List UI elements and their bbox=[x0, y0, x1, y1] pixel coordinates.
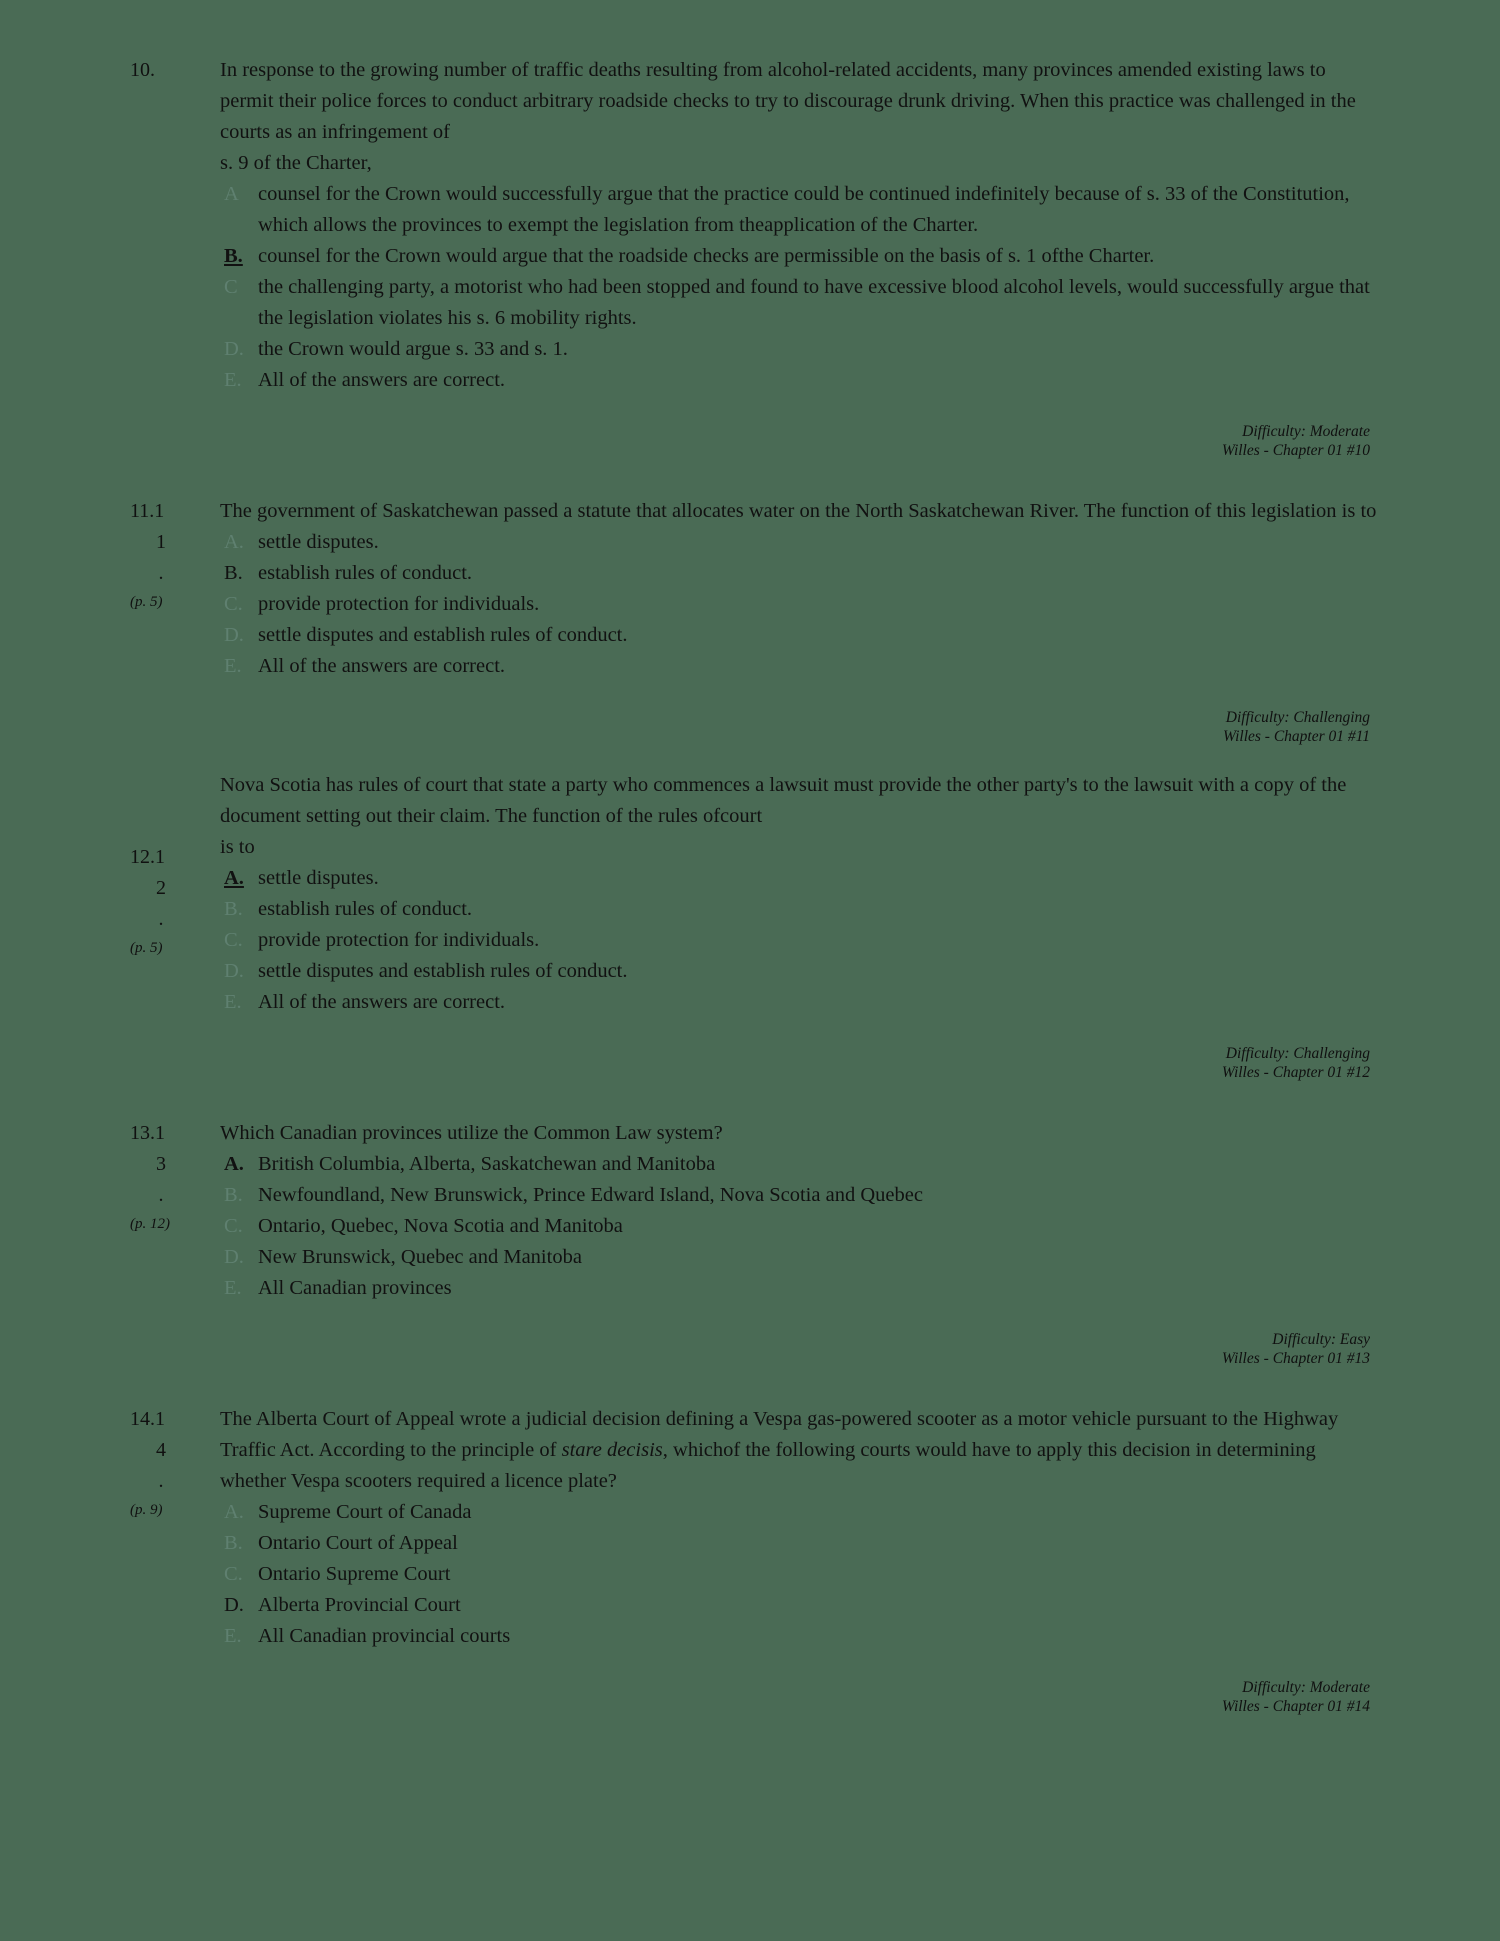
question-number-main: 13.1 bbox=[130, 1122, 165, 1144]
question-meta bbox=[130, 1330, 1370, 1368]
options-list bbox=[220, 179, 1380, 396]
option-e[interactable] bbox=[220, 987, 1380, 1018]
option-d[interactable] bbox=[220, 956, 1380, 987]
question-number-dot: . bbox=[158, 908, 164, 930]
option-c-text: provide protection for individuals. bbox=[258, 929, 540, 951]
question-body bbox=[220, 1404, 1380, 1652]
option-b[interactable] bbox=[220, 894, 1380, 925]
option-b[interactable] bbox=[220, 1180, 1380, 1211]
option-d-text: the Crown would argue s. 33 and s. 1. bbox=[258, 338, 568, 360]
source-label: Willes - Chapter 01 #11 bbox=[1223, 728, 1370, 745]
spacer bbox=[130, 468, 1380, 496]
question-stem: Nova Scotia has rules of court that state a party who commences a lawsuit must provide the other party's to the lawsuit with a copy of the document setting out their claim. The function of the rules ofcourt bbox=[220, 774, 1347, 827]
option-c[interactable] bbox=[220, 589, 1380, 620]
option-e[interactable] bbox=[220, 365, 1380, 396]
question-number-line2: 1 bbox=[156, 531, 166, 553]
question-number bbox=[130, 1118, 220, 1240]
option-c[interactable] bbox=[220, 272, 1380, 334]
source-label: Willes - Chapter 01 #14 bbox=[1221, 1698, 1370, 1715]
question-stem: In response to the growing number of traffic deaths resulting from alcohol-related accidents, many provinces amended existing laws to permit their police forces to conduct arbitrary roadside checks to try to discourage drunk driving. When this practice was challenged in the courts as an infringement of bbox=[220, 59, 1356, 143]
difficulty-label: Difficulty: Moderate bbox=[1242, 1679, 1370, 1696]
question-body bbox=[220, 55, 1380, 396]
question-stem: The government of Saskatchewan passed a statute that allocates water on the North Saskatchewan River. The function of this legislation is to bbox=[220, 500, 1377, 522]
option-b-text: counsel for the Crown would argue that the roadside checks are permissible on the basis of s. 1 ofthe Charter. bbox=[258, 245, 1155, 267]
source-label: Willes - Chapter 01 #10 bbox=[1221, 442, 1370, 459]
option-a-text: Supreme Court of Canada bbox=[258, 1501, 472, 1523]
option-d-text: settle disputes and establish rules of conduct. bbox=[258, 960, 628, 982]
page-reference: (p. 5) bbox=[130, 594, 163, 610]
option-d[interactable] bbox=[220, 1590, 1380, 1621]
option-e-label: E. bbox=[224, 1277, 242, 1299]
option-a-label: A. bbox=[224, 1501, 244, 1523]
difficulty-label: Difficulty: Challenging bbox=[1225, 709, 1370, 726]
option-b-label: B. bbox=[224, 1184, 243, 1206]
option-d[interactable] bbox=[220, 1242, 1380, 1273]
option-a[interactable] bbox=[220, 527, 1380, 558]
option-b-text: establish rules of conduct. bbox=[258, 898, 473, 920]
question-number-main: 10. bbox=[130, 59, 155, 81]
question-number-line2: 3 bbox=[156, 1153, 166, 1175]
question-meta bbox=[130, 1044, 1370, 1082]
question-stem-line2: s. 9 of the Charter, bbox=[220, 152, 372, 174]
source-label: Willes - Chapter 01 #12 bbox=[1221, 1064, 1370, 1081]
spacer bbox=[130, 1090, 1380, 1118]
options-list bbox=[220, 1149, 1380, 1304]
option-b-label: B. bbox=[224, 1532, 243, 1554]
option-a-label: A. bbox=[224, 1153, 244, 1175]
source-label: Willes - Chapter 01 #13 bbox=[1221, 1350, 1370, 1367]
option-b-label: B. bbox=[224, 898, 243, 920]
question-block bbox=[130, 55, 1380, 460]
options-list bbox=[220, 527, 1380, 682]
option-c-text: the challenging party, a motorist who had been stopped and found to have excessive blood alcohol levels, would successfully argue that the legislation violates his s. 6 mobility rights. bbox=[258, 276, 1370, 329]
question-meta bbox=[130, 422, 1370, 460]
page-reference: (p. 9) bbox=[130, 1502, 163, 1518]
question-block bbox=[130, 770, 1380, 1082]
options-list bbox=[220, 863, 1380, 1018]
option-e-text: All of the answers are correct. bbox=[258, 655, 506, 677]
option-e-label: E. bbox=[224, 1625, 242, 1647]
question-stem bbox=[220, 1404, 1380, 1497]
option-d[interactable] bbox=[220, 620, 1380, 651]
option-d-label: D. bbox=[224, 1246, 244, 1268]
question-body bbox=[220, 1118, 1380, 1304]
question-block bbox=[130, 496, 1380, 746]
option-c-text: provide protection for individuals. bbox=[258, 593, 540, 615]
option-d-label: D. bbox=[224, 960, 244, 982]
option-a[interactable] bbox=[220, 1149, 1380, 1180]
page-reference: (p. 5) bbox=[130, 940, 163, 956]
difficulty-label: Difficulty: Easy bbox=[1272, 1331, 1370, 1348]
option-c-text: Ontario, Quebec, Nova Scotia and Manitoba bbox=[258, 1215, 623, 1237]
option-e-text: All Canadian provinces bbox=[258, 1277, 452, 1299]
option-b-text: Ontario Court of Appeal bbox=[258, 1532, 458, 1554]
option-d-label: D. bbox=[224, 624, 244, 646]
option-c-label: C. bbox=[224, 1563, 243, 1585]
option-e-label: E. bbox=[224, 991, 242, 1013]
option-c[interactable] bbox=[220, 1559, 1380, 1590]
question-block bbox=[130, 1118, 1380, 1368]
question-number bbox=[130, 55, 220, 86]
option-d-text: New Brunswick, Quebec and Manitoba bbox=[258, 1246, 582, 1268]
option-e[interactable] bbox=[220, 1621, 1380, 1652]
option-a-text: settle disputes. bbox=[258, 531, 379, 553]
options-list bbox=[220, 1497, 1380, 1652]
option-b[interactable] bbox=[220, 558, 1380, 589]
page-reference: (p. 12) bbox=[130, 1216, 170, 1232]
question-number bbox=[130, 496, 220, 618]
question-meta bbox=[130, 1678, 1370, 1716]
difficulty-label: Difficulty: Challenging bbox=[1225, 1045, 1370, 1062]
question-body bbox=[220, 770, 1380, 1018]
option-e-text: All Canadian provincial courts bbox=[258, 1625, 511, 1647]
option-e-text: All of the answers are correct. bbox=[258, 369, 506, 391]
question-number-main: 14.1 bbox=[130, 1408, 165, 1430]
option-e[interactable] bbox=[220, 1273, 1380, 1304]
question-number-dot: . bbox=[158, 1470, 164, 1492]
question-number-main: 12.1 bbox=[130, 846, 165, 868]
question-stem-line2: is to bbox=[220, 836, 255, 858]
option-b-text: Newfoundland, New Brunswick, Prince Edward Island, Nova Scotia and Quebec bbox=[258, 1184, 923, 1206]
option-b[interactable] bbox=[220, 241, 1380, 272]
option-c-label: C. bbox=[224, 929, 243, 951]
option-d-text: settle disputes and establish rules of conduct. bbox=[258, 624, 628, 646]
option-c-label: C. bbox=[224, 593, 243, 615]
question-number bbox=[130, 842, 220, 964]
question-meta bbox=[130, 708, 1370, 746]
option-d-text: Alberta Provincial Court bbox=[258, 1594, 461, 1616]
option-b-label: B. bbox=[224, 245, 243, 267]
question-number-line2: 4 bbox=[156, 1439, 166, 1461]
option-a[interactable] bbox=[220, 179, 1380, 241]
option-e-text: All of the answers are correct. bbox=[258, 991, 506, 1013]
option-a-label: A. bbox=[224, 867, 244, 889]
option-b-label: B. bbox=[224, 562, 243, 584]
option-a-text: counsel for the Crown would successfully argue that the practice could be continued indefinitely because of s. 33 of the Constitution, which allows the provinces to exempt the legislation from theapplication of the Charter. bbox=[258, 183, 1350, 236]
option-a[interactable] bbox=[220, 1497, 1380, 1528]
option-b-text: establish rules of conduct. bbox=[258, 562, 473, 584]
difficulty-label: Difficulty: Moderate bbox=[1242, 423, 1370, 440]
option-c-text: Ontario Supreme Court bbox=[258, 1563, 451, 1585]
option-a-label: A bbox=[224, 183, 239, 205]
question-number-dot: . bbox=[158, 562, 164, 584]
spacer bbox=[130, 1376, 1380, 1404]
option-a-label: A. bbox=[224, 531, 244, 553]
stem-part-3: , whichof the following courts would have to apply this decision in determining whether Vespa scooters required a licence plate? bbox=[220, 1439, 1316, 1492]
stem-part-italic: stare decisis bbox=[561, 1439, 663, 1461]
question-stem: Which Canadian provinces utilize the Common Law system? bbox=[220, 1122, 723, 1144]
option-d-label: D. bbox=[224, 338, 244, 360]
stem-part-1: The Alberta Court of Appeal wrote a judicial decision defining a Vespa gas-powered scooter as a motor vehicle pursuant to the Highway Traffic Act. According to the principle of bbox=[220, 1408, 1339, 1461]
document-content bbox=[130, 55, 1380, 1724]
option-d[interactable] bbox=[220, 334, 1380, 365]
option-a[interactable] bbox=[220, 863, 1380, 894]
option-c[interactable] bbox=[220, 1211, 1380, 1242]
question-number bbox=[130, 1404, 220, 1526]
question-number-main: 11.1 bbox=[130, 500, 165, 522]
option-b[interactable] bbox=[220, 1528, 1380, 1559]
option-e[interactable] bbox=[220, 651, 1380, 682]
option-c[interactable] bbox=[220, 925, 1380, 956]
option-a-text: British Columbia, Alberta, Saskatchewan and Manitoba bbox=[258, 1153, 716, 1175]
option-d-label: D. bbox=[224, 1594, 244, 1616]
spacer bbox=[130, 754, 1380, 770]
question-body bbox=[220, 496, 1380, 682]
option-e-label: E. bbox=[224, 655, 242, 677]
option-e-label: E. bbox=[224, 369, 242, 391]
question-number-line2: 2 bbox=[156, 877, 166, 899]
option-c-label: C bbox=[224, 276, 238, 298]
option-c-label: C. bbox=[224, 1215, 243, 1237]
question-block bbox=[130, 1404, 1380, 1716]
question-number-dot: . bbox=[158, 1184, 164, 1206]
option-a-text: settle disputes. bbox=[258, 867, 379, 889]
